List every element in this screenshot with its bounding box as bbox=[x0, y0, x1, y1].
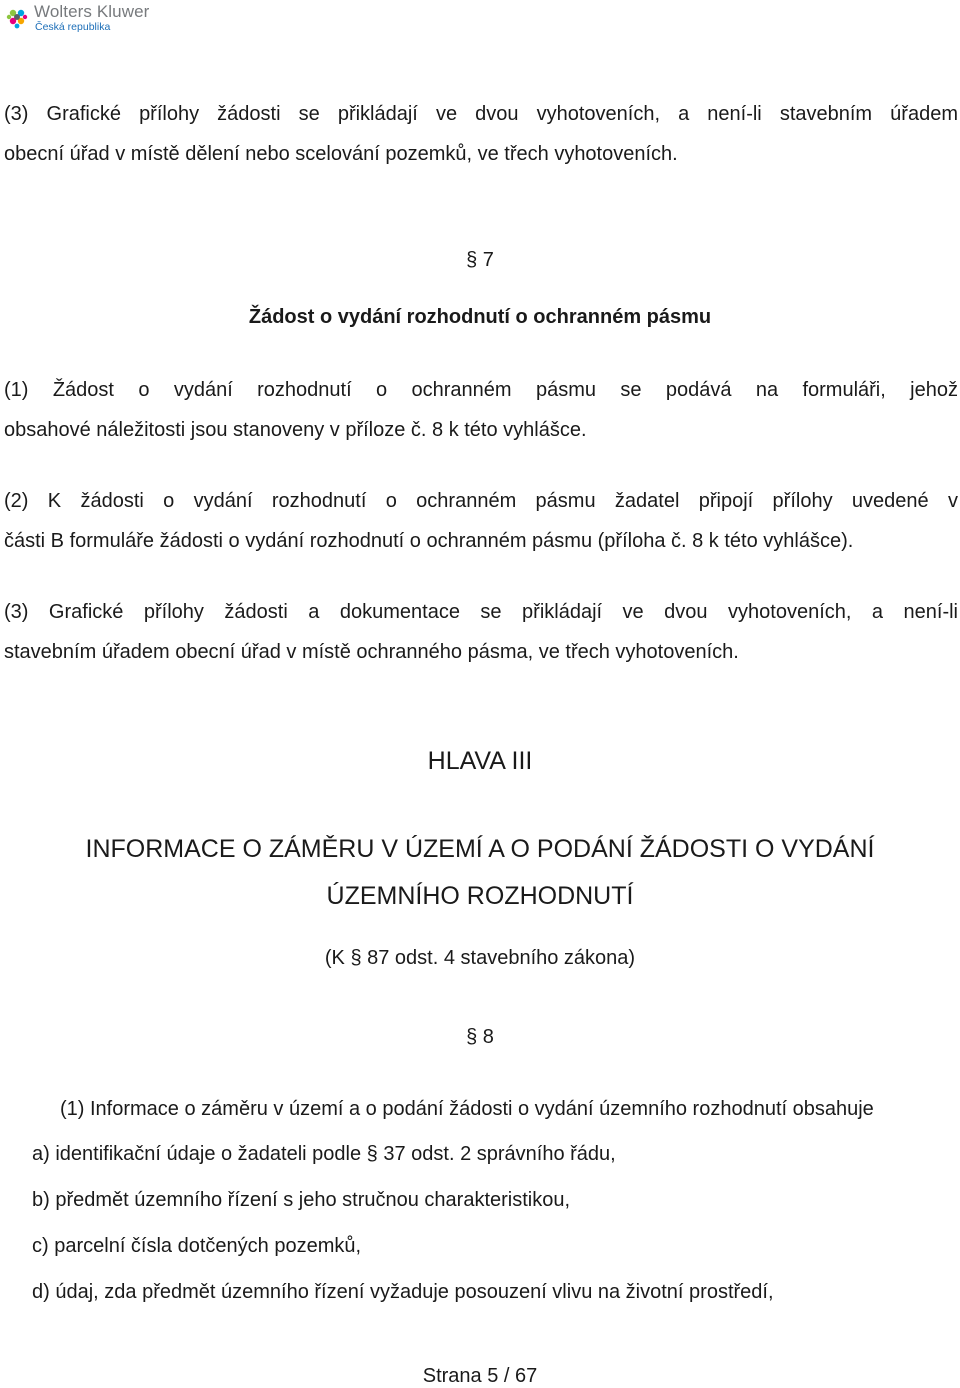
chapter-title-line: INFORMACE O ZÁMĚRU V ÚZEMÍ A O PODÁNÍ ŽÁDOSTI O VYDÁNÍ bbox=[85, 835, 875, 863]
wolters-kluwer-logo-icon bbox=[4, 5, 30, 31]
section-number: § 7 bbox=[466, 249, 494, 271]
page-number: Strana 5 / 67 bbox=[422, 1365, 538, 1387]
list-item: b) předmět územního řízení s jeho stručnou charakteristikou, bbox=[32, 1189, 571, 1211]
paragraph-line: (3) Grafické přílohy žádosti se přikládají ve dvou vyhotoveních, a není-li stavebním úřadem bbox=[4, 103, 958, 125]
paragraph-line: (2) K žádosti o vydání rozhodnutí o ochranném pásmu žadatel připojí přílohy uvedené v bbox=[4, 490, 958, 512]
chapter-title-line: ÚZEMNÍHO ROZHODNUTÍ bbox=[326, 882, 634, 910]
paragraph-line: (1) Žádost o vydání rozhodnutí o ochranném pásmu se podává na formuláři, jehož bbox=[4, 379, 958, 401]
logo-subtitle-text: Česká republika bbox=[35, 21, 111, 33]
paragraph-line: (1) Informace o záměru v území a o podání žádosti o vydání územního rozhodnutí obsahuje bbox=[60, 1098, 874, 1120]
paragraph-line: (3) Grafické přílohy žádosti a dokumentace se přikládají ve dvou vyhotoveních, a není-li bbox=[4, 601, 958, 623]
list-item: a) identifikační údaje o žadateli podle § 37 odst. 2 správního řádu, bbox=[32, 1143, 616, 1165]
list-item: d) údaj, zda předmět územního řízení vyžaduje posouzení vlivu na životní prostředí, bbox=[32, 1281, 774, 1303]
logo-brand-text: Wolters Kluwer bbox=[34, 2, 150, 21]
publisher-logo bbox=[4, 3, 149, 33]
section-number: § 8 bbox=[466, 1026, 494, 1048]
chapter-reference: (K § 87 odst. 4 stavebního zákona) bbox=[324, 947, 636, 969]
paragraph-line: obecní úřad v místě dělení nebo scelování pozemků, ve třech vyhotoveních. bbox=[4, 143, 678, 165]
chapter-heading: HLAVA III bbox=[427, 747, 533, 775]
section-title: Žádost o vydání rozhodnutí o ochranném pásmu bbox=[248, 306, 712, 328]
paragraph-line: části B formuláře žádosti o vydání rozhodnutí o ochranném pásmu (příloha č. 8 k této vyhlášce). bbox=[4, 530, 854, 552]
paragraph-line: stavebním úřadem obecní úřad v místě ochranného pásma, ve třech vyhotoveních. bbox=[4, 641, 739, 663]
list-item: c) parcelní čísla dotčených pozemků, bbox=[32, 1235, 362, 1257]
paragraph-line: obsahové náležitosti jsou stanoveny v příloze č. 8 k této vyhlášce. bbox=[4, 419, 587, 441]
